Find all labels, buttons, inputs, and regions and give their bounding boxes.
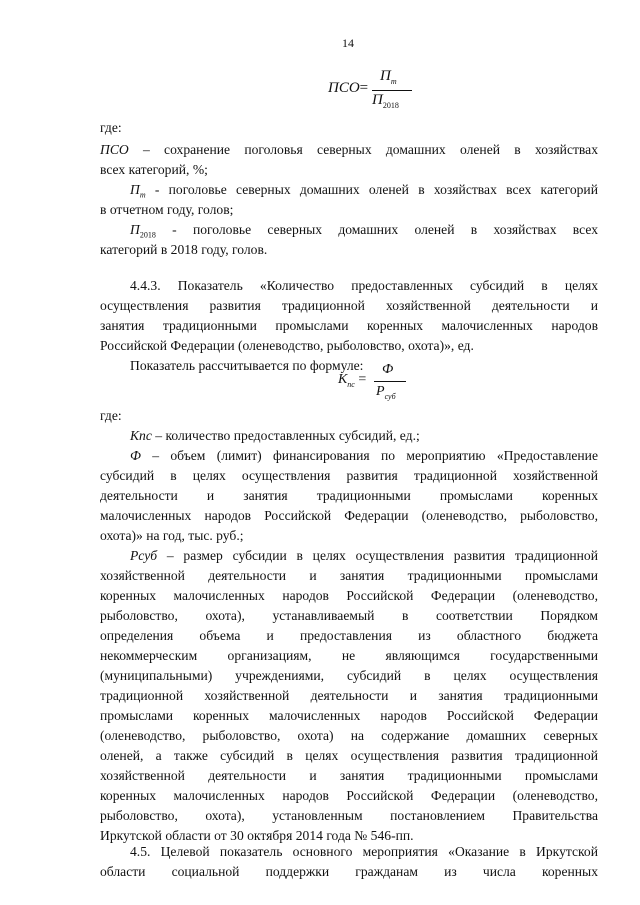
page-number: 14: [342, 36, 354, 50]
def-f-line2: субсидий в целях осуществления развития традиционной хозяйственной: [100, 468, 598, 483]
formula2-den-sub: суб: [384, 391, 396, 401]
def-pt-text-1: - поголовье северных домашних оленей в хозяйствах всех категорий: [145, 182, 598, 197]
formula-intro: Показатель рассчитывается по формуле:: [130, 358, 364, 373]
def-rsub-symbol: Рсуб: [130, 548, 158, 563]
def-p2018-sub: 2018: [139, 230, 156, 240]
def-rsub-text-1: – размер субсидии в целях осуществления развития традиционной: [157, 548, 598, 563]
def-f-symbol: Ф: [130, 448, 141, 463]
def-rsub-line5: определения объема и предоставления из областного бюджета: [100, 628, 598, 643]
section-45-line2: области социальной поддержки гражданам из числа коренных: [100, 864, 598, 879]
def-rsub-line14: [100, 806, 598, 846]
def-pt-line2: в отчетном году, голов;: [100, 202, 234, 217]
formula2-den-symbol: Р: [376, 384, 385, 399]
where-label-1: где:: [100, 120, 122, 135]
formula-eq: =: [359, 80, 369, 96]
formula2-lhs-symbol: К: [338, 372, 348, 387]
def-f-line5: охота)» на год, тыс. руб.;: [100, 528, 244, 543]
def-p2018-line2: категорий в 2018 году, голов.: [100, 242, 268, 257]
def-pso-line2: всех категорий, %;: [100, 162, 208, 177]
def-rsub-line9: промыслами коренных малочисленных народов Российской Федерации: [100, 708, 598, 723]
def-rsub-line12: хозяйственной деятельности и занятия традиционными промыслами: [100, 768, 598, 783]
denominator-symbol: П: [372, 92, 383, 108]
def-rsub-line4: рыболовство, охота), устанавливаемый в соответствии Порядком: [100, 608, 598, 623]
def-rsub-line14b: Иркутской области от 30 октября 2014 года № 546-пп.: [100, 828, 414, 843]
section-443-line4: Российской Федерации (оленеводство, рыболовство, охота)», ед.: [100, 338, 474, 353]
where-label-2: где:: [100, 408, 122, 423]
def-p2018-text-1: - поголовье северных домашних оленей в хозяйствах всех: [155, 222, 598, 237]
def-kps-symbol: Кпс: [130, 428, 152, 443]
def-kps-line: [130, 426, 420, 446]
def-f-line4: малочисленных народов Российской Федерации (оленеводство, рыболовство,: [100, 508, 598, 523]
def-rsub-line1: [130, 546, 598, 566]
denominator-sub: 2018: [382, 101, 399, 110]
def-pso-symbol: ПСО: [100, 142, 129, 157]
def-pso-text-1: – сохранение поголовья северных домашних оленей в хозяйствах: [128, 142, 598, 157]
def-pso-line1: [100, 140, 598, 160]
def-rsub-line11: оленей, а также субсидий в целях осуществления развития традиционной: [100, 748, 598, 763]
def-rsub-line14a: рыболовство, охота), установленным постановлением Правительства: [100, 808, 598, 823]
section-443-line1: 4.4.3. Показатель «Количество предоставленных субсидий в целях: [130, 278, 598, 293]
def-kps-text: – количество предоставленных субсидий, ед.;: [151, 428, 420, 443]
def-f-line1: [130, 446, 598, 466]
def-rsub-line10: (оленеводство, рыболовство, охота) на содержание домашних северных: [100, 728, 598, 743]
def-pt-sub: т: [139, 190, 146, 200]
fraction-bar: [372, 90, 412, 91]
formula-denominator: [372, 92, 399, 110]
def-rsub-line2: хозяйственной деятельности и занятия традиционными промыслами: [100, 568, 598, 583]
def-rsub-line3: коренных малочисленных народов Российской Федерации (оленеводство,: [100, 588, 598, 603]
formula2-lhs: [338, 372, 366, 389]
section-443-line2: осуществления развития традиционной хозяйственной деятельности и: [100, 298, 598, 313]
numerator-sub: т: [390, 77, 397, 86]
def-p2018-symbol: П: [130, 222, 140, 237]
section-443-line3: занятия традиционными промыслами коренных малочисленных народов: [100, 318, 598, 333]
section-45-line1: 4.5. Целевой показатель основного мероприятия «Оказание в Иркутской: [130, 844, 598, 859]
def-rsub-line13: коренных малочисленных народов Российской Федерации (оленеводство,: [100, 788, 598, 803]
def-rsub-line7: (муниципальными) учреждениями, субсидий в целях осуществления: [100, 668, 598, 683]
def-f-line3: деятельности и занятия традиционными промыслами коренных: [100, 488, 598, 503]
def-rsub-line6: некоммерческим организациям, не являющимся государственными: [100, 648, 598, 663]
formula-lhs: [328, 80, 368, 97]
fraction-bar-2: [374, 381, 406, 382]
def-f-text-1: – объем (лимит) финансирования по мероприятию «Предоставление: [140, 448, 598, 463]
formula-lhs-text: ПСО: [328, 80, 360, 96]
formula-numerator: [380, 68, 397, 86]
formula2-denominator: [376, 384, 396, 401]
formula2-lhs-sub: пс: [347, 379, 355, 389]
numerator-symbol: П: [380, 68, 391, 84]
def-pt-symbol: П: [130, 182, 140, 197]
formula2-numerator: Ф: [382, 362, 394, 377]
formula2-eq: =: [354, 372, 367, 387]
def-rsub-line8: традиционной хозяйственной деятельности и занятия традиционными: [100, 688, 598, 703]
